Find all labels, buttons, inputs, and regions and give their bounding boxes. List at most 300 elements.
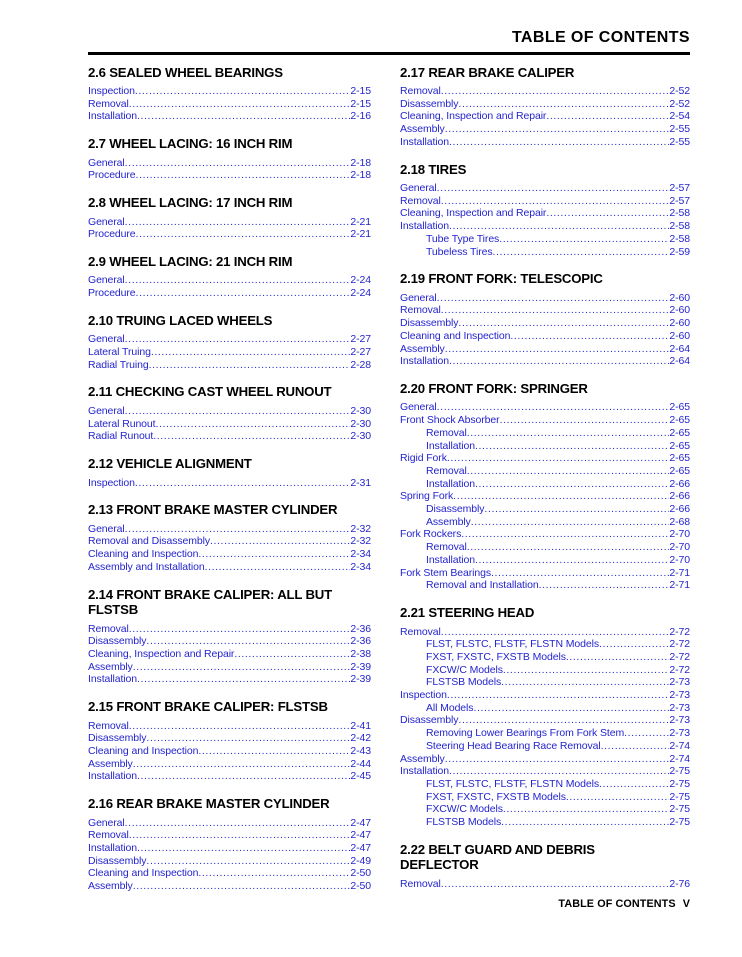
toc-section	[400, 842, 690, 891]
page-number: 2-49	[350, 854, 371, 867]
toc-entry[interactable]	[400, 440, 690, 453]
page-number: 2-71	[669, 579, 690, 592]
toc-entry[interactable]	[400, 330, 690, 343]
toc-entry[interactable]	[88, 732, 371, 745]
toc-entry-label: Installation	[400, 765, 449, 778]
toc-entry[interactable]	[400, 765, 690, 778]
toc-entry[interactable]	[88, 745, 371, 758]
toc-entry-label: Removal	[400, 194, 441, 207]
toc-entry-label: Removal	[400, 877, 441, 890]
page-number: 2-57	[669, 194, 690, 207]
toc-entry[interactable]	[88, 418, 371, 431]
dot-leader	[445, 123, 670, 136]
toc-entry[interactable]	[400, 136, 690, 149]
toc-entry[interactable]	[400, 233, 690, 246]
toc-entry[interactable]	[400, 304, 690, 317]
dot-leader	[125, 157, 351, 170]
dot-leader	[458, 98, 669, 111]
page-number: 2-70	[669, 528, 690, 541]
toc-entry-label: FXCW/C Models	[426, 803, 503, 816]
page-number: 2-60	[669, 304, 690, 317]
toc-entry-label: Installation	[88, 110, 137, 123]
page-number: 2-36	[350, 635, 371, 648]
section-heading-line: 2.6 SEALED WHEEL BEARINGS	[88, 64, 283, 80]
page-number: 2-72	[669, 625, 690, 638]
toc-entry[interactable]	[88, 770, 371, 783]
page-number: 2-65	[669, 426, 690, 439]
page-number: 2-73	[669, 676, 690, 689]
toc-entry-label: Disassembly	[88, 732, 147, 745]
toc-section	[88, 65, 371, 124]
toc-entry[interactable]	[400, 878, 690, 891]
toc-entry[interactable]	[88, 535, 371, 548]
section-heading-line: 2.8 WHEEL LACING: 17 INCH RIM	[88, 195, 293, 211]
section-heading-line: 2.7 WHEEL LACING: 16 INCH RIM	[88, 136, 293, 152]
page-number: 2-65	[669, 414, 690, 427]
page-number: 2-74	[669, 739, 690, 752]
page-number: 2-18	[350, 169, 371, 182]
toc-entry-label: Steering Head Bearing Race Removal	[426, 739, 601, 752]
section-heading-line: 2.13 FRONT BRAKE MASTER CYLINDER	[88, 502, 338, 518]
toc-entry-label: Removal	[88, 97, 129, 110]
toc-entry-label: General	[88, 156, 125, 169]
toc-entry-label: Removal	[88, 622, 129, 635]
page-header	[88, 28, 690, 55]
dot-leader	[458, 317, 669, 330]
toc-entry[interactable]	[88, 359, 371, 372]
dot-leader	[125, 333, 351, 346]
section-heading-line: FLSTSB	[88, 602, 139, 618]
dot-leader	[493, 246, 670, 259]
toc-entry-label: Disassembly	[400, 97, 459, 110]
dot-leader	[137, 770, 350, 783]
dot-leader	[125, 817, 351, 830]
toc-entry[interactable]	[400, 541, 690, 554]
toc-entry-label: General	[400, 182, 437, 195]
page-number: 2-71	[669, 566, 690, 579]
toc-entry-label: Fork Rockers	[400, 528, 462, 541]
dot-leader	[234, 648, 350, 661]
page-number: 2-68	[669, 515, 690, 528]
toc-entry[interactable]	[400, 490, 690, 503]
toc-entry[interactable]	[400, 414, 690, 427]
toc-entry-label: Removal and Installation	[426, 579, 539, 592]
section-heading	[400, 162, 690, 178]
page-number: 2-75	[669, 803, 690, 816]
dot-leader	[491, 567, 669, 580]
dot-leader	[133, 880, 351, 893]
toc-entry[interactable]	[400, 355, 690, 368]
toc-entry-label: Installation	[400, 220, 449, 233]
dot-leader	[137, 110, 350, 123]
page-number: 2-34	[350, 560, 371, 573]
section-heading	[400, 605, 690, 621]
dot-leader	[599, 638, 669, 651]
toc-entry[interactable]	[400, 182, 690, 195]
toc-entry[interactable]	[88, 623, 371, 636]
page-number: 2-31	[350, 476, 371, 489]
toc-entry[interactable]	[400, 740, 690, 753]
page-number: 2-32	[350, 522, 371, 535]
dot-leader	[449, 765, 669, 778]
toc-entry-label: General	[88, 274, 125, 287]
page-number: 2-59	[669, 245, 690, 258]
page-number: 2-24	[350, 287, 371, 300]
toc-entry[interactable]	[88, 648, 371, 661]
page-number: 2-15	[350, 85, 371, 97]
toc-entry[interactable]	[88, 635, 371, 648]
page-number: 2-72	[669, 638, 690, 651]
dot-leader	[467, 465, 670, 478]
dot-leader	[441, 304, 670, 317]
toc-entry-label: General	[400, 291, 437, 304]
toc-entry[interactable]	[400, 567, 690, 580]
toc-entry-label: Removal	[88, 829, 129, 842]
toc-entry-label: Procedure	[88, 169, 136, 182]
dot-leader	[441, 626, 670, 639]
toc-section	[88, 699, 371, 783]
toc-entry-label: Assembly	[400, 123, 445, 136]
toc-entry[interactable]	[400, 207, 690, 220]
toc-entry[interactable]	[400, 503, 690, 516]
toc-entry-label: Cleaning and Inspection	[400, 329, 511, 342]
page-number: 2-75	[669, 765, 690, 778]
toc-entry-label: Removal	[400, 85, 441, 97]
dot-leader	[137, 673, 350, 686]
toc-entry[interactable]	[400, 465, 690, 478]
toc-entry[interactable]	[88, 430, 371, 443]
dot-leader	[129, 829, 351, 842]
toc-entry-label: Cleaning, Inspection and Repair	[88, 647, 235, 660]
toc-entry[interactable]	[400, 727, 690, 740]
section-heading	[88, 254, 371, 270]
toc-entry[interactable]	[88, 817, 371, 830]
toc-entry[interactable]	[88, 346, 371, 359]
page-number: 2-65	[669, 464, 690, 477]
dot-leader	[136, 169, 351, 182]
dot-leader	[471, 516, 670, 529]
toc-entry[interactable]	[88, 880, 371, 893]
dot-leader	[546, 207, 669, 220]
section-heading-line: 2.17 REAR BRAKE CALIPER	[400, 64, 575, 80]
toc-entry-label: Procedure	[88, 287, 136, 300]
toc-column-left	[88, 59, 371, 893]
toc-entry[interactable]	[400, 516, 690, 529]
dot-leader	[153, 430, 350, 443]
toc-entry[interactable]	[400, 803, 690, 816]
page-number: 2-57	[669, 182, 690, 195]
section-heading-line: 2.9 WHEEL LACING: 21 INCH RIM	[88, 253, 293, 269]
toc-entry[interactable]	[88, 228, 371, 241]
toc-entry-label: Lateral Runout	[88, 417, 156, 430]
toc-entry[interactable]	[400, 98, 690, 111]
toc-entry[interactable]	[88, 523, 371, 536]
toc-entry-label: Disassembly	[88, 635, 147, 648]
toc-entry-label: General	[88, 215, 125, 228]
page-number: 2-75	[669, 816, 690, 829]
dot-leader	[136, 287, 351, 300]
section-heading-line: 2.15 FRONT BRAKE CALIPER: FLSTSB	[88, 699, 328, 715]
toc-entry[interactable]	[400, 110, 690, 123]
dot-leader	[475, 478, 669, 491]
toc-entry[interactable]	[400, 427, 690, 440]
dot-leader	[441, 85, 670, 98]
toc-entry[interactable]	[400, 317, 690, 330]
toc-entry-label: Installation	[400, 355, 449, 368]
toc-section	[400, 65, 690, 149]
dot-leader	[125, 274, 351, 287]
toc-entry-label: Procedure	[88, 228, 136, 241]
toc-entry-label: Removal	[426, 541, 467, 554]
dot-leader	[449, 355, 669, 368]
page-number: 2-34	[350, 548, 371, 561]
dot-leader	[137, 842, 350, 855]
toc-section	[400, 381, 690, 592]
page-number: 2-39	[350, 673, 371, 686]
toc-section	[88, 456, 371, 489]
toc-entry-label: Removal	[426, 464, 467, 477]
page-number: 2-64	[669, 342, 690, 355]
toc-entry[interactable]	[88, 274, 371, 287]
dot-leader	[447, 689, 670, 702]
section-heading	[88, 456, 371, 472]
dot-leader	[210, 535, 350, 548]
page-number: 2-30	[350, 417, 371, 430]
dot-leader	[125, 405, 351, 418]
section-heading	[400, 842, 690, 873]
dot-leader	[484, 503, 669, 516]
toc-entry[interactable]	[88, 720, 371, 733]
page-number: 2-50	[350, 867, 371, 880]
dot-leader	[133, 661, 351, 674]
dot-leader	[133, 758, 351, 771]
dot-leader	[155, 418, 350, 431]
toc-entry-label: Assembly and Installation	[88, 560, 205, 573]
toc-entry[interactable]	[88, 661, 371, 674]
toc-section	[400, 271, 690, 368]
toc-section	[88, 796, 371, 893]
toc-entry-label: Installation	[88, 770, 137, 783]
toc-entry-label: Rigid Fork	[400, 452, 447, 465]
page-number: 2-30	[350, 404, 371, 417]
toc-entry[interactable]	[400, 689, 690, 702]
toc-section	[88, 136, 371, 182]
toc-entry[interactable]	[400, 554, 690, 567]
toc-section	[88, 502, 371, 573]
page-number: 2-73	[669, 689, 690, 702]
toc-entry-label: FLST, FLSTC, FLSTF, FLSTN Models	[426, 638, 600, 651]
dot-leader	[198, 548, 350, 561]
page-number: 2-72	[669, 663, 690, 676]
toc-entry[interactable]	[400, 220, 690, 233]
toc-entry[interactable]	[88, 867, 371, 880]
page-number: 2-65	[669, 401, 690, 414]
toc-entry-label: Cleaning, Inspection and Repair	[400, 207, 547, 220]
page-number: 2-65	[669, 452, 690, 465]
dot-leader	[149, 359, 351, 372]
toc-entry-label: Front Shock Absorber	[400, 414, 500, 427]
toc-entry[interactable]	[88, 287, 371, 300]
toc-entry[interactable]	[88, 561, 371, 574]
toc-entry[interactable]	[400, 246, 690, 259]
dot-leader	[146, 732, 350, 745]
toc-section	[88, 587, 371, 687]
dot-leader	[510, 330, 669, 343]
toc-entry[interactable]	[400, 816, 690, 829]
toc-entry-label: Radial Truing	[88, 358, 149, 371]
toc-entry[interactable]	[400, 478, 690, 491]
dot-leader	[437, 182, 670, 195]
dot-leader	[449, 220, 669, 233]
dot-leader	[467, 427, 670, 440]
section-heading-line: 2.16 REAR BRAKE MASTER CYLINDER	[88, 796, 330, 812]
toc-entry-label: Disassembly	[400, 317, 459, 330]
section-heading-line: DEFLECTOR	[400, 857, 479, 873]
page-number: 2-50	[350, 880, 371, 893]
dot-leader	[129, 98, 351, 111]
toc-entry[interactable]	[88, 169, 371, 182]
toc-entry[interactable]	[88, 98, 371, 111]
page-number: 2-60	[669, 317, 690, 330]
toc-entry[interactable]	[88, 85, 371, 98]
dot-leader	[125, 523, 351, 536]
section-heading	[400, 381, 690, 397]
page-number: 2-75	[669, 777, 690, 790]
page-number: 2-24	[350, 274, 371, 287]
toc-entry[interactable]	[400, 528, 690, 541]
toc-entry-label: Assembly	[400, 752, 445, 765]
dot-leader	[441, 878, 670, 891]
dot-leader	[135, 477, 351, 490]
dot-leader	[501, 676, 669, 689]
dot-leader	[599, 778, 669, 791]
toc-entry[interactable]	[88, 157, 371, 170]
section-heading	[88, 384, 371, 400]
dot-leader	[198, 867, 350, 880]
section-heading	[88, 502, 371, 518]
toc-section	[88, 384, 371, 443]
toc-entry-label: Assembly	[88, 757, 133, 770]
toc-entry-label: Assembly	[426, 515, 471, 528]
dot-leader	[125, 216, 351, 229]
toc-entry[interactable]	[88, 673, 371, 686]
toc-entry[interactable]	[88, 758, 371, 771]
toc-entry[interactable]	[400, 651, 690, 664]
toc-entry[interactable]	[88, 829, 371, 842]
page-number: 2-73	[669, 701, 690, 714]
dot-leader	[503, 664, 669, 677]
toc-entry[interactable]	[400, 791, 690, 804]
page-number: 2-66	[669, 490, 690, 503]
toc-entry-label: Removal	[400, 304, 441, 317]
toc-entry-label: Inspection	[88, 85, 135, 97]
toc-entry-label: Radial Runout	[88, 430, 154, 443]
dot-leader	[453, 490, 669, 503]
page-number: 2-54	[669, 110, 690, 123]
toc-entry[interactable]	[400, 195, 690, 208]
toc-entry-label: Disassembly	[88, 854, 147, 867]
page-number: 2-65	[669, 439, 690, 452]
section-heading-line: 2.18 TIRES	[400, 161, 467, 177]
toc-entry-label: FLSTSB Models	[426, 676, 502, 689]
toc-entry[interactable]	[88, 216, 371, 229]
page-number: 2-60	[669, 329, 690, 342]
section-heading	[88, 65, 371, 81]
toc-entry[interactable]	[88, 477, 371, 490]
toc-column-right	[400, 59, 690, 891]
toc-entry-label: FXST, FXSTC, FXSTB Models	[426, 790, 566, 803]
toc-entry[interactable]	[400, 401, 690, 414]
page-number: 2-27	[350, 333, 371, 346]
dot-leader	[198, 745, 350, 758]
page-number: 2-60	[669, 291, 690, 304]
header-rule	[88, 52, 690, 55]
toc-entry[interactable]	[400, 343, 690, 356]
page-number: 2-18	[350, 156, 371, 169]
page-number: 2-39	[350, 660, 371, 673]
toc-entry-label: Tube Type Tires	[426, 232, 500, 245]
toc-entry[interactable]	[400, 292, 690, 305]
dot-leader	[447, 452, 670, 465]
toc-entry-label: Assembly	[400, 342, 445, 355]
section-heading-line: 2.11 CHECKING CAST WHEEL RUNOUT	[88, 384, 332, 400]
toc-section	[400, 605, 690, 829]
toc-entry[interactable]	[88, 333, 371, 346]
toc-entry[interactable]	[400, 676, 690, 689]
toc-entry[interactable]	[400, 702, 690, 715]
dot-leader	[151, 346, 351, 359]
toc-entry[interactable]	[400, 714, 690, 727]
toc-entry[interactable]	[400, 626, 690, 639]
toc-entry-label: Lateral Truing	[88, 346, 151, 359]
toc-entry[interactable]	[88, 842, 371, 855]
toc-entry[interactable]	[400, 638, 690, 651]
toc-entry-label: Installation	[88, 842, 137, 854]
toc-entry-label: Cleaning and Inspection	[88, 548, 199, 561]
toc-entry-label: Inspection	[400, 689, 447, 702]
dot-leader	[136, 228, 351, 241]
toc-entry[interactable]	[400, 753, 690, 766]
toc-entry[interactable]	[400, 664, 690, 677]
toc-entry-label: Cleaning, Inspection and Repair	[400, 110, 547, 123]
toc-entry-label: FXST, FXSTC, FXSTB Models	[426, 650, 566, 663]
dot-leader	[499, 233, 669, 246]
toc-entry[interactable]	[88, 405, 371, 418]
toc-entry[interactable]	[88, 855, 371, 868]
section-heading-line: 2.14 FRONT BRAKE CALIPER: ALL BUT	[88, 586, 332, 602]
toc-entry-label: Installation	[426, 553, 475, 566]
section-heading	[88, 699, 371, 715]
toc-entry-label: Cleaning and Inspection	[88, 744, 199, 757]
dot-leader	[129, 720, 351, 733]
toc-entry-label: Assembly	[88, 880, 133, 893]
toc-entry[interactable]	[88, 110, 371, 123]
toc-entry[interactable]	[88, 548, 371, 561]
page-number: 2-52	[669, 85, 690, 97]
toc-entry[interactable]	[400, 123, 690, 136]
page-number: 2-72	[669, 650, 690, 663]
page-number: 2-28	[350, 358, 371, 371]
toc-entry[interactable]	[400, 778, 690, 791]
section-heading	[88, 136, 371, 152]
dot-leader	[500, 414, 670, 427]
toc-entry[interactable]	[400, 452, 690, 465]
toc-entry-label: General	[88, 333, 125, 346]
toc-entry[interactable]	[400, 579, 690, 592]
toc-entry-label: Removal and Disassembly	[88, 535, 210, 548]
dot-leader	[135, 85, 351, 98]
toc-entry[interactable]	[400, 85, 690, 98]
